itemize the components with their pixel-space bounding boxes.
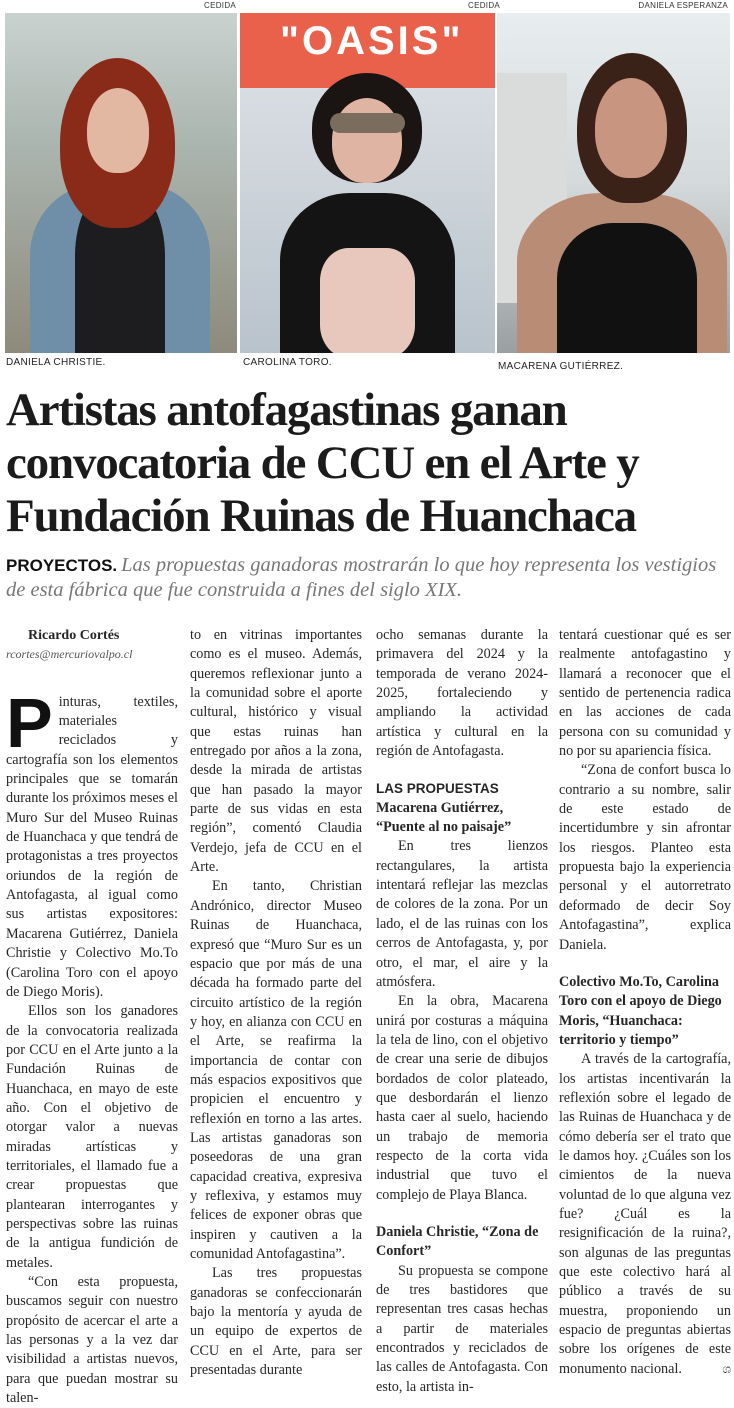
deck — [6, 553, 731, 602]
column-1 — [6, 626, 178, 1408]
photo-daniela-christie — [5, 13, 237, 353]
headline-line: Fundación Ruinas de Huanchaca — [6, 490, 636, 542]
column-4 — [559, 626, 731, 1379]
paragraph: “Zona de confort busca lo contrario a su nombre, salir de este estado de incertidumbre y sin afrontar los riesgos. Planteo esta propuesta bajo la experiencia personal y el autorretrato deformado de decir Soy Antofagastina”, explica Daniela. — [559, 762, 731, 953]
author-email[interactable]: rcortes@mercuriovalpo.cl — [6, 647, 133, 662]
paragraph: En tanto, Christian Andrónico, director Museo Ruinas de Huanchaca, expresó que “Muro Sur es un espacio que por más de una década ha formado parte del circuito artístico de la región y hoy, en alianza con CCU en el Arte, se reafirma la importancia de contar con más espacios expositivos que propicien el encuentro y reflexión en torno a las artes. Las artistas ganadoras son poseedoras de una gran capacidad creativa, expresiva y reflexiva, y estamos muy felices de exponer obras que inspiren y cautiven a la comunidad Antofagastina”. — [190, 878, 362, 1262]
paragraph: to en vitrinas importantes como es el museo. Además, queremos reflexionar junto a la comunidad sobre el aporte cultural, histórico y visual que estas ruinas han entregado por años a la zona, desde la mirada de artistas que han pasado la mayor parte de sus vidas en esta región”, comentó Claudia Verdejo, jefa de CCU en el Arte. — [190, 627, 362, 876]
deck-text: Las propuestas ganadoras mostrarán lo que hoy representa los vestigios de esta fábrica que fue construida a fines del siglo XIX. — [6, 554, 717, 601]
photo-credit: DANIELA ESPERANZA — [638, 1, 728, 10]
photo-caption: MACARENA GUTIÉRREZ. — [498, 361, 624, 372]
paragraph: tentará cuestionar qué es ser realmente antofagastino y llamará a reconocer que el sentido de pertenencia radica en las acciones de cada persona con su comunidad y no por su apariencia física. — [559, 627, 731, 760]
paragraph: En tres lienzos rectangulares, la artista intentará reflejar las mezclas de colores de la zona. Por un lado, el de las ruinas con los cerros de Antofagasta, y, por otro, el mar, el aire y la atmósfera. — [376, 838, 548, 990]
subheading: Daniela Christie, “Zona de Confort” — [376, 1223, 539, 1260]
paragraph: Su propuesta se compone de tres bastidores que representan tres casas hechas a partir de materiales encontrados y reciclados de las calles de Antofagasta. Con esto, la artista in- — [376, 1262, 548, 1395]
column-2 — [190, 626, 362, 1380]
photo-caption: DANIELA CHRISTIE. — [6, 357, 106, 368]
paragraph: Pinturas, textiles, materiales reciclados y cartografía son los elementos principales que se tomarán durante los próximos meses el Muro Sur del Museo Ruinas de Huanchaca y que tendrá de protagonistas a tres proyectos oriundos de la región de Antofagasta, al igual como sus artistas expositores: Macarena Gutiérrez, Daniela Christie y Colectivo Mo.To (Carolina Toro con el apoyo de Diego Moris). — [6, 683, 178, 1000]
headline-line: convocatoria de CCU en el Arte y — [6, 437, 639, 489]
paragraph: A través de la cartografía, los artistas incentivarán la reflexión sobre el legado de las Ruinas de Huanchaca y de cómo debería ser el trato que le damos hoy. ¿Cuáles son los cimientos de la nueva voluntad de lo que alguna vez fue? ¿Cuál es la resignificación de la ruina?, son algunas de las preguntas que este colectivo hará al público a través de su muestra, proponiendo un espacio de preguntas abiertas sobre los orígenes de este monumento nacional. ශ — [559, 1050, 731, 1379]
column-3 — [376, 626, 548, 1397]
subheading: Macarena Gutiérrez, “Puente al no paisaje” — [376, 799, 512, 836]
end-mark: ශ — [722, 1361, 731, 1376]
paragraph: En la obra, Macarena unirá por costuras a máquina la tela de lino, con el objetivo de crear una serie de dibujos bordados de color plateado, que desbordarán el lienzo hasta caer al suelo, haciendo un trabajo de memoria respecto de la corta vida industrial que tuvo el complejo de Playa Blanca. — [376, 993, 548, 1203]
author: Ricardo Cortés — [28, 628, 120, 643]
section-title: LAS PROPUESTAS — [376, 781, 499, 797]
paragraph: Las tres propuestas ganadoras se confeccionarán bajo la mentoría y ayuda de un equipo de expertos de CCU en el Arte, para ser presentadas durante — [190, 1265, 362, 1379]
paragraph: “Con esta propuesta, buscamos seguir con nuestro propósito de acercar el arte a las personas y a la vez dar visibilidad a artistas nuevos, para que puedan mostrar su talen- — [6, 1274, 178, 1407]
photo-macarena-gutierrez — [497, 13, 730, 353]
photo-caption: CAROLINA TORO. — [243, 357, 332, 368]
oasis-sign: "OASIS" — [280, 19, 464, 63]
deck-kicker: PROYECTOS. — [6, 556, 118, 575]
photo-carolina-toro — [240, 13, 495, 353]
paragraph: Ellos son los ganadores de la convocatoria realizada por CCU en el Arte junto a la Fundación Ruinas de Huanchaca, en mayo de este año. Con el objetivo de otorgar valor a nuevas miradas artísticas y territoriales, el llamado fue a crear propuestas que plantearan interrogantes y perspectivas sobre las ruinas de la antigua fundición de metales. — [6, 1003, 178, 1271]
photo-credit: CEDIDA — [468, 1, 501, 10]
headline-line: Artistas antofagastinas ganan — [6, 384, 567, 436]
subheading: Colectivo Mo.To, Carolina Toro con el apoyo de Diego Moris, “Huanchaca: territorio y tiempo” — [559, 973, 722, 1048]
paragraph: ocho semanas durante la primavera del 2024 y la temporada de verano 2024-2025, fortaleciendo y ampliando la actividad artística y cultural en la región de Antofagasta. — [376, 627, 548, 760]
photo-credit: CEDIDA — [204, 1, 237, 10]
drop-cap: P — [6, 683, 53, 762]
